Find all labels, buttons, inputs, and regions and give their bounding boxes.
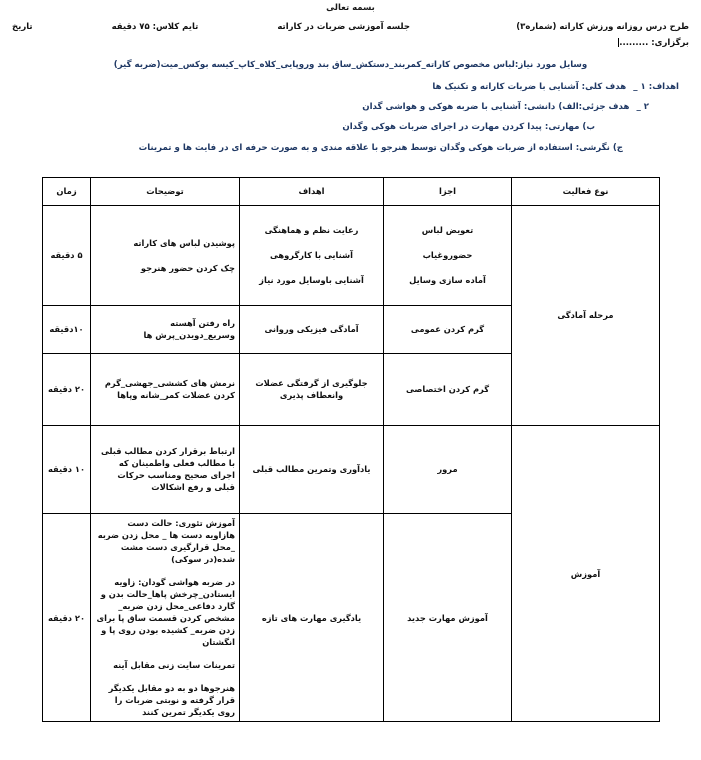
description-item: تمرینات سایت زنی مقابل آینه [113,660,235,671]
goals-item: آشنایی با کارگروهی [269,250,354,261]
lesson-plan-table [42,177,660,722]
cell-description: ارتباط برقرار کردن مطالب قبلی با مطالب فعلی واطمینان که اجرای صحیح ومناسب حرکات قبلی و رفع اشکالات [91,425,240,513]
column-header-activity-type: نوع فعالیت [512,177,660,205]
bismillah-heading: بسمه تعالی [326,3,375,13]
objectives-label: اهداف: [648,81,679,92]
general-objective-line [18,82,683,92]
objectives-section [0,50,701,153]
page-title: طرح درس روزانه ورزش کاراته (شماره۳) [516,22,689,32]
cell-time: ۲۰ دقیقه [43,513,91,721]
header-title-block [489,21,689,50]
parts-item: تعویض لباس [421,225,474,236]
document-header [0,13,701,50]
partial-objective-a-text: هدف جزئی:الف) دانشی: آشنایی با ضربه هوکی و هواشی گدان [362,101,630,112]
equipment-line: وسایل مورد نیاز:لباس مخصوص کاراته_کمربند_دستکش_ساق بند وروپایی_کلاه_کاپ_کیسه بوکس_میت(ضربه گیر) [113,60,588,71]
general-objective-text: هدف کلی: آشنایی با ضربات کاراته و تکنیک ها [432,81,627,92]
cell-parts [384,205,512,305]
description-item: پوشیدن لباس های کاراته [133,237,235,248]
cell-time: ۱۰ دقیقه [43,425,91,513]
cell-description: نرمش های کششی_جهشی_گرم کردن عضلات کمر_شانه وپاها [91,353,240,425]
header-class-time: تایم کلاس: ۷۵ دقیقه [111,22,199,32]
column-header-parts: اجزا [384,177,512,205]
description-item: آموزش تئوری: حالت دست هازاویه دست ها _ محل زدن ضربه _محل قرارگیری دست مشت شده(در سوکی) [97,517,235,564]
column-header-description: توضیحات [91,177,240,205]
table-row [43,425,660,513]
cell-goals: جلوگیری از گرفتگی عضلات وانعطاف پذیری [240,353,384,425]
cell-goals [240,205,384,305]
header-date-label: تاریخ [12,22,33,32]
cell-parts: آموزش مهارت جدید [384,513,512,721]
header-session: جلسه آموزشی ضربات در کاراته [277,22,410,32]
goals-item: رعایت نظم و هماهنگی [264,225,359,236]
table-row [43,205,660,305]
column-header-time: زمان [43,177,91,205]
header-venue-line [489,37,689,50]
cell-parts: گرم کردن اختصاصی [384,353,512,425]
goals-item: آشنایی باوسایل مورد نیاز [259,275,364,286]
cell-parts: گرم کردن عمومی [384,305,512,353]
cell-activity-type-preparation: مرحله آمادگی [512,205,660,425]
cell-description: راه رفتن آهسته وسریع_دویدن_پرش ها [91,305,240,353]
cell-parts: مرور [384,425,512,513]
general-objective-number: ۱ _ [633,81,646,92]
cell-activity-type-teaching: آموزش [512,425,660,721]
partial-objective-a-line [18,102,683,112]
cell-description [91,513,240,721]
cell-goals: آمادگی فیزیکی وروانی [240,305,384,353]
description-item: چک کردن حضور هنرجو [140,262,235,273]
cell-goals: یادگیری مهارت های تازه [240,513,384,721]
lesson-plan-table-wrapper [0,163,701,722]
cell-time: ۵ دقیقه [43,205,91,305]
parts-item: آماده سازی وسایل [409,275,486,286]
cell-time: ۱۰دقیقه [43,305,91,353]
partial-objective-c-line: ج) نگرشی: استفاده از ضربات هوکی وگدان توسط هنرجو با علاقه مندی و به صورت حرفه ای در فایت ها و تمرینات [138,142,623,153]
cell-description [91,205,240,305]
cell-time: ۲۰ دقیقه [43,353,91,425]
description-item: در ضربه هواشی گودان: زاویه ایستادن_چرخش پاها_حالت بدن و گارد دفاعی_محل زدن ضربه_ مشخص کردن قسمت ساق پا برای زدن ضربه_ کشیده بودن روی پا و انگشتان [96,576,235,648]
partial-objective-number: ۲ _ [636,101,649,112]
table-header-row [43,177,660,205]
header-venue-label: برگزاری: [651,38,689,49]
column-header-goals: اهداف [240,177,384,205]
header-venue-value: ......... [619,38,649,49]
cell-goals: یادآوری وتمرین مطالب قبلی [240,425,384,513]
partial-objective-b-line: ب) مهارتی: پیدا کردن مهارت در اجرای ضربات هوکی وگدان [342,122,595,133]
parts-item: حضوروغیاب [422,250,473,261]
description-item: هنرجوها دو به دو مقابل یکدیگر قرار گرفته و نوبتی ضربات را روی یکدیگر تمرین کنند [108,683,235,718]
